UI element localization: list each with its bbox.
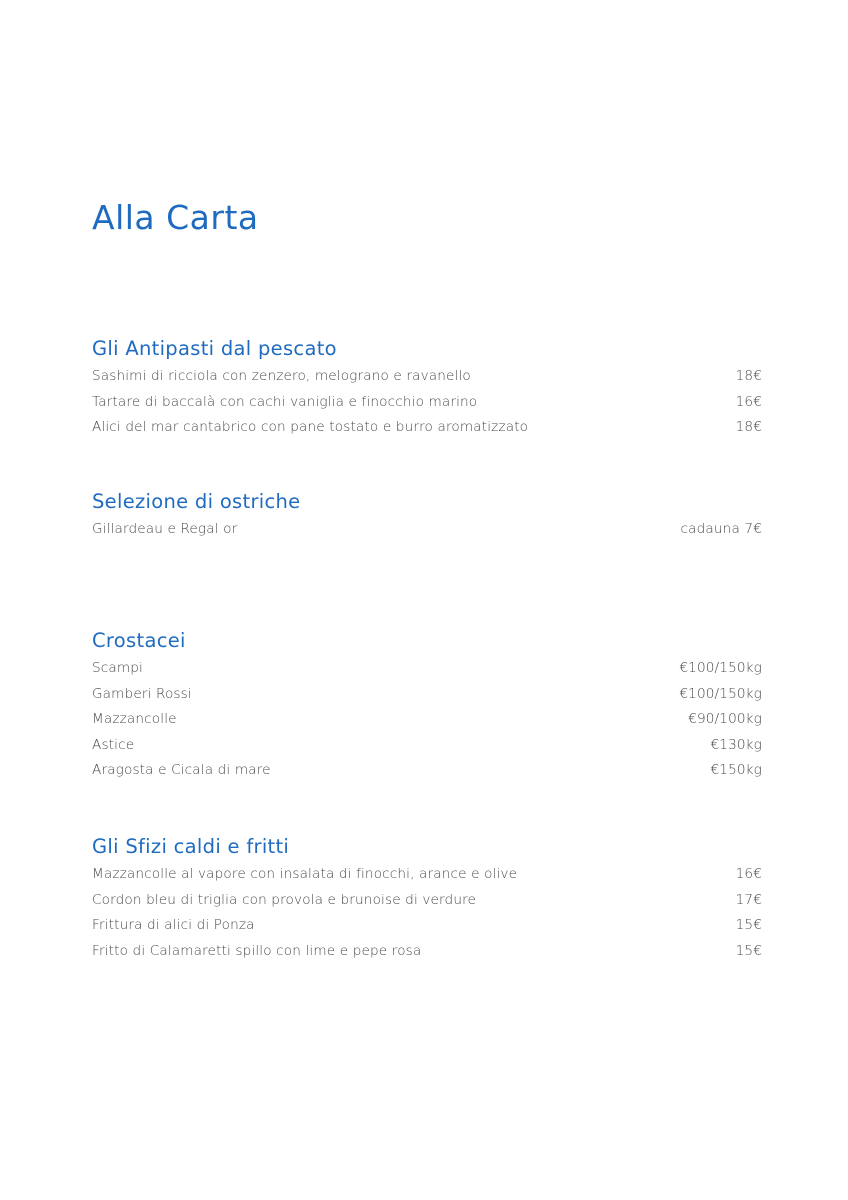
item-price: 18€: [735, 419, 762, 436]
item-name: Alici del mar cantabrico con pane tostato e burro aromatizzato: [92, 419, 529, 436]
menu-item: [92, 888, 762, 914]
item-name: Frittura di alici di Ponza: [92, 917, 255, 934]
menu-item: [92, 939, 762, 965]
page-title: Alla Carta: [92, 198, 259, 237]
item-name: Aragosta e Cicala di mare: [92, 762, 271, 779]
item-name: Scampi: [92, 660, 143, 676]
item-name: Mazzancolle: [92, 711, 177, 728]
section-title: Gli Sfizi caldi e fritti: [92, 835, 290, 858]
section-ostriche: [92, 489, 762, 543]
menu-item: [92, 913, 762, 939]
item-name: Sashimi di ricciola con zenzero, melograno e ravanello: [92, 368, 471, 384]
menu-item: [92, 364, 762, 390]
item-price: €100/150kg: [679, 660, 762, 676]
item-price: 17€: [735, 891, 762, 908]
menu-item: [92, 758, 762, 784]
section-crostacei: [92, 628, 762, 784]
section-title: Gli Antipasti dal pescato: [92, 337, 337, 360]
menu-item: [92, 415, 762, 441]
item-price: 16€: [735, 393, 762, 410]
menu-item: [92, 862, 762, 888]
section-sfizi: [92, 834, 762, 964]
item-price: 16€: [735, 866, 762, 882]
menu-item: [92, 707, 762, 733]
section-antipasti: [92, 336, 762, 441]
item-name: Gillardeau e Regal or: [92, 521, 238, 537]
section-title: Crostacei: [92, 629, 186, 652]
menu-item: [92, 656, 762, 682]
item-name: Astice: [92, 736, 135, 753]
item-name: Gamberi Rossi: [92, 685, 192, 702]
item-price: 15€: [735, 917, 762, 934]
item-name: Tartare di baccalà con cachi vaniglia e finocchio marino: [92, 393, 478, 410]
menu-item: [92, 390, 762, 416]
menu-item: [92, 517, 762, 543]
menu-item: [92, 733, 762, 759]
item-name: Cordon bleu di triglia con provola e brunoise di verdure: [92, 891, 477, 908]
item-price: €130kg: [710, 736, 762, 753]
item-price: cadauna 7€: [680, 521, 762, 537]
item-price: €100/150kg: [679, 685, 762, 702]
item-price: €150kg: [710, 762, 762, 779]
item-price: €90/100kg: [688, 711, 762, 728]
section-title: Selezione di ostriche: [92, 490, 301, 513]
menu-item: [92, 682, 762, 708]
item-name: Fritto di Calamaretti spillo con lime e pepe rosa: [92, 942, 422, 959]
item-price: 15€: [735, 942, 762, 959]
item-name: Mazzancolle al vapore con insalata di finocchi, arance e olive: [92, 866, 518, 882]
item-price: 18€: [735, 368, 762, 384]
